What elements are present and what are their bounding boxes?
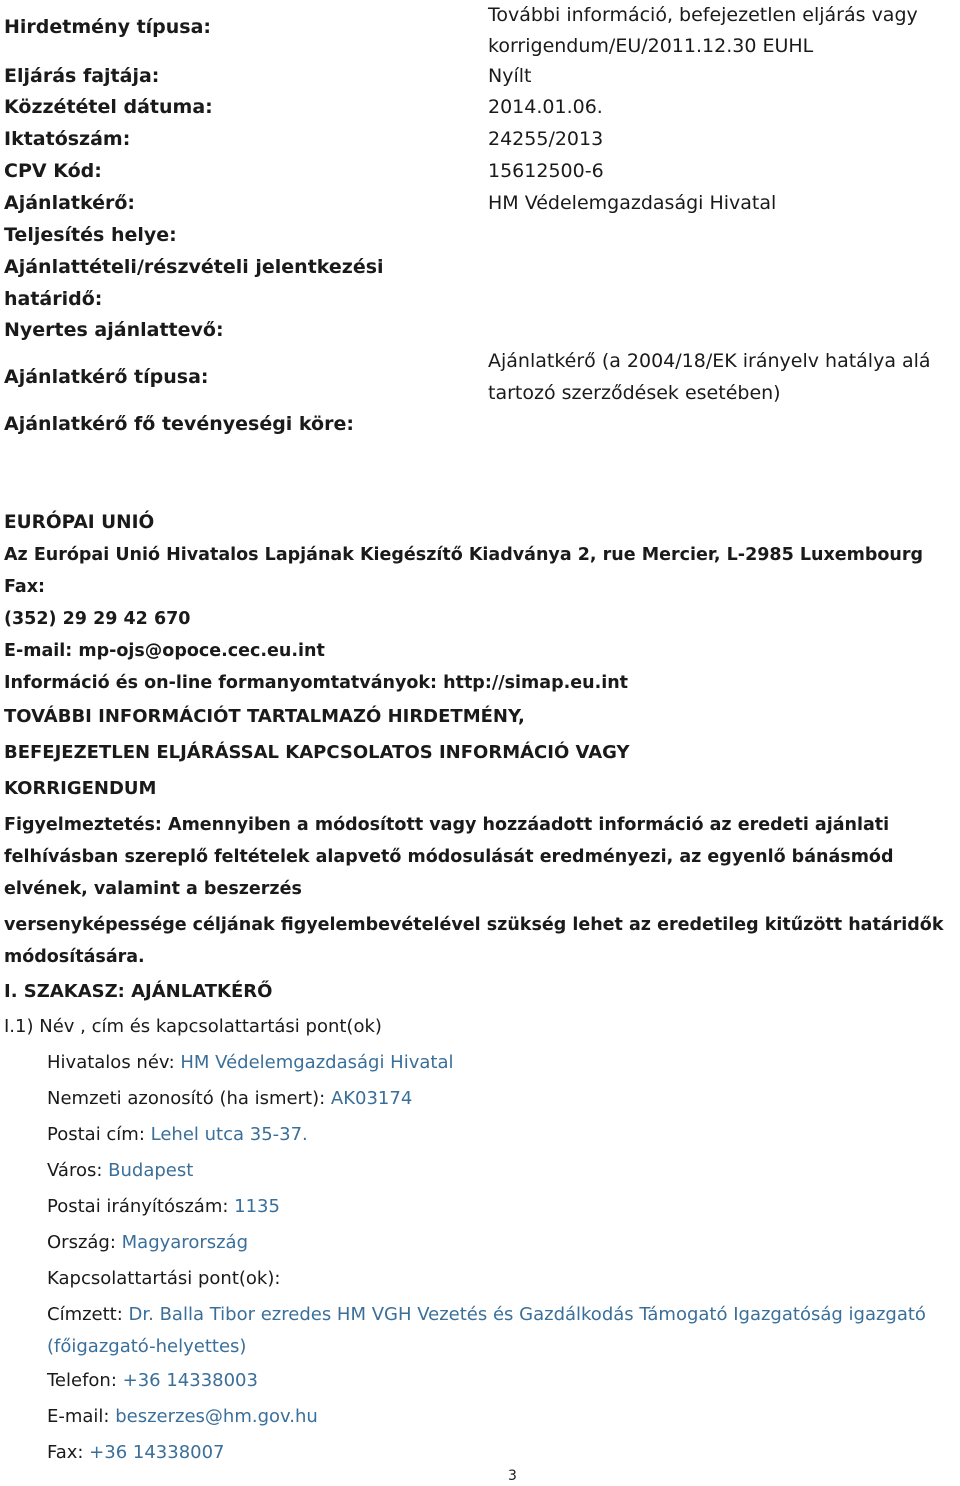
section-title: I. SZAKASZ: AJÁNLATKÉRŐ <box>4 981 273 1002</box>
eu-info-link: Információ és on-line formanyomtatványok: http://simap.eu.int <box>4 673 629 693</box>
warning-line: Figyelmeztetés: Amennyiben a módosított vagy hozzáadott információ az eredeti ajánlati <box>4 815 890 835</box>
section-subtitle: I.1) Név , cím és kapcsolattartási pont(ok) <box>4 1016 382 1037</box>
field-phone: Telefon: +36 14338003 <box>47 1370 258 1391</box>
notice-body <box>4 507 956 1471</box>
meta-value: 15612500-6 <box>488 160 604 182</box>
meta-label: Ajánlatkérő típusa: <box>4 366 209 388</box>
field-recipient-continued: (főigazgató-helyettes) <box>47 1336 247 1357</box>
field-city: Város: Budapest <box>47 1160 194 1181</box>
field-email: E-mail: beszerzes@hm.gov.hu <box>47 1406 318 1427</box>
field-recipient: Címzett: Dr. Balla Tibor ezredes HM VGH Vezetés és Gazdálkodás Támogató Igazgatóság igazgató <box>47 1304 926 1325</box>
meta-value-continued: tartozó szerződések esetében) <box>488 382 781 404</box>
meta-value: 2014.01.06. <box>488 96 603 118</box>
meta-value: HM Védelemgazdasági Hivatal <box>488 192 777 214</box>
meta-value: További információ, befejezetlen eljárás vagy <box>488 4 918 26</box>
meta-label: határidő: <box>4 288 103 310</box>
field-contact-points: Kapcsolattartási pont(ok): <box>47 1268 281 1289</box>
meta-label: Ajánlatkérő: <box>4 192 136 214</box>
eu-email: E-mail: mp-ojs@opoce.cec.eu.int <box>4 641 325 661</box>
meta-label: Eljárás fajtája: <box>4 65 160 87</box>
eu-address-line: (352) 29 29 42 670 <box>4 609 191 629</box>
meta-label: Ajánlattételi/részvételi jelentkezési <box>4 256 384 278</box>
meta-label: Hirdetmény típusa: <box>4 16 212 38</box>
meta-label: Ajánlatkérő fő tevényeségi köre: <box>4 413 354 435</box>
field-postal-address: Postai cím: Lehel utca 35-37. <box>47 1124 308 1145</box>
notice-title-line: TOVÁBBI INFORMÁCIÓT TARTALMAZÓ HIRDETMÉNY, <box>4 706 525 727</box>
field-official-name: Hivatalos név: HM Védelemgazdasági Hivatal <box>47 1052 454 1073</box>
meta-label: Nyertes ajánlattevő: <box>4 319 224 341</box>
warning-line: versenyképessége céljának figyelembevételével szükség lehet az eredetileg kitűzött határidők <box>4 915 944 935</box>
meta-label: CPV Kód: <box>4 160 102 182</box>
warning-line: elvének, valamint a beszerzés <box>4 879 302 899</box>
meta-label: Iktatószám: <box>4 128 131 150</box>
meta-label: Teljesítés helye: <box>4 224 177 246</box>
meta-value: Ajánlatkérő (a 2004/18/EK irányelv hatálya alá <box>488 350 931 372</box>
eu-title: EURÓPAI UNIÓ <box>4 512 155 533</box>
field-country: Ország: Magyarország <box>47 1232 249 1253</box>
notice-title-line: KORRIGENDUM <box>4 778 157 799</box>
meta-value: Nyílt <box>488 65 532 87</box>
notice-title-line: BEFEJEZETLEN ELJÁRÁSSAL KAPCSOLATOS INFORMÁCIÓ VAGY <box>4 742 630 763</box>
field-postal-code: Postai irányítószám: 1135 <box>47 1196 280 1217</box>
meta-value: 24255/2013 <box>488 128 604 150</box>
page-number: 3 <box>508 1468 517 1484</box>
warning-line: módosítására. <box>4 947 145 967</box>
eu-address-line: Az Európai Unió Hivatalos Lapjának Kiegészítő Kiadványa 2, rue Mercier, L-2985 Luxembourg Fax: <box>4 545 924 597</box>
warning-line: felhívásban szereplő feltételek alapvető módosulását eredményezi, az egyenlő bánásmód <box>4 847 894 867</box>
meta-value-continued: korrigendum/EU/2011.12.30 EUHL <box>488 35 814 57</box>
field-fax: Fax: +36 14338007 <box>47 1442 225 1463</box>
meta-label: Közzététel dátuma: <box>4 96 213 118</box>
field-national-id: Nemzeti azonosító (ha ismert): AK03174 <box>47 1088 413 1109</box>
